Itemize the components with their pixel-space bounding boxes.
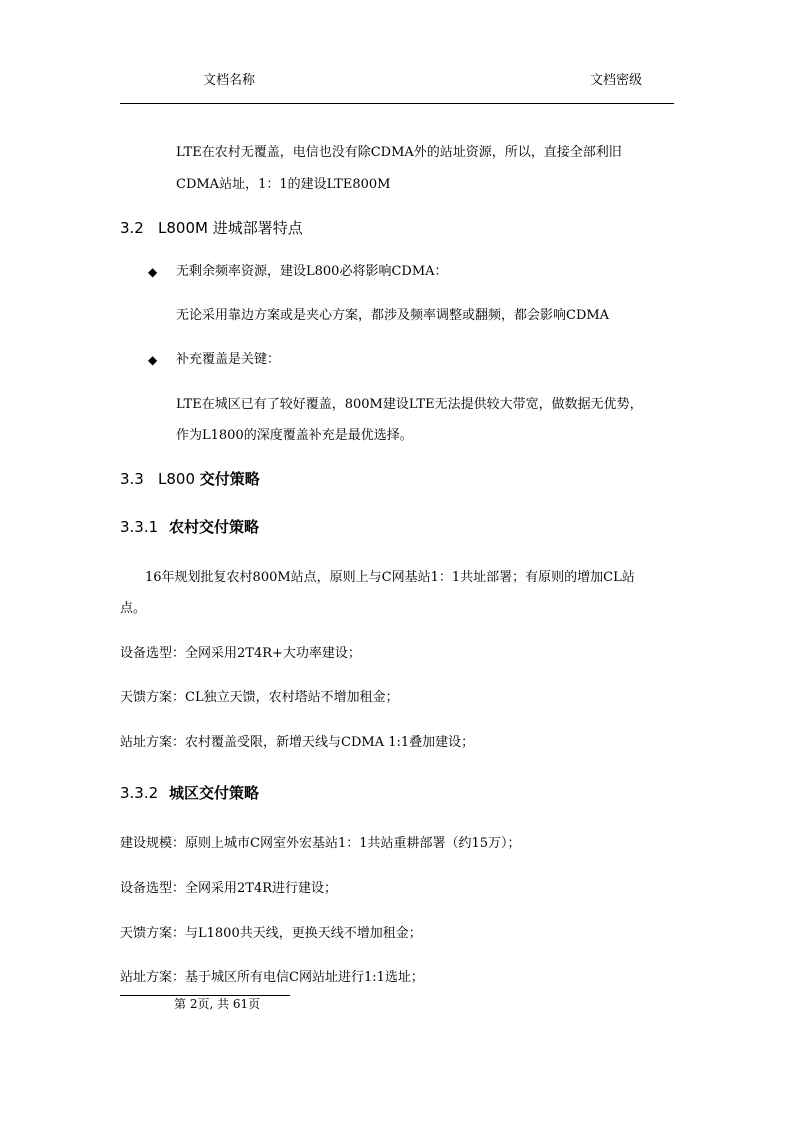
diamond-bullet-icon: ◆ xyxy=(148,265,158,279)
section-title: L800M 进城部署特点 xyxy=(158,219,303,237)
bullet-2-detail-line-1: LTE在城区已有了较好覆盖，800M建设LTE无法提供较大带宽，做数据无优势， xyxy=(176,397,643,412)
header-doc-name: 文档名称 xyxy=(203,73,256,88)
rural-paragraph-line-1: 16年规划批复农村800M站点，原则上与C网基站1：1共址部署；有原则的增加CL站 xyxy=(145,570,635,585)
section-title: 城区交付策略 xyxy=(169,784,260,802)
urban-scale: 建设规模：原则上城市C网室外宏基站1：1共站重耕部署（约15万）； xyxy=(120,836,521,851)
bullet-2-title: 补充覆盖是关键： xyxy=(176,352,281,367)
rural-site: 站址方案：农村覆盖受限，新增天线与CDMA 1:1叠加建设； xyxy=(120,735,475,750)
footer-rule xyxy=(120,995,290,996)
urban-equipment: 设备选型：全网采用2T4R进行建设； xyxy=(120,881,338,896)
section-3-3-heading xyxy=(120,470,260,488)
header-doc-security: 文档密级 xyxy=(590,73,643,88)
rural-equipment: 设备选型：全网采用2T4R+大功率建设； xyxy=(120,646,361,661)
urban-site: 站址方案：基于城区所有电信C网站址进行1:1选址； xyxy=(120,970,424,985)
section-3-3-2-heading xyxy=(120,784,259,802)
intro-line-1: LTE在农村无覆盖，电信也没有除CDMA外的站址资源，所以，直接全部利旧 xyxy=(176,145,622,160)
section-number: 3.3.1 xyxy=(120,518,159,536)
page-number: 第 2页, 共 61页 xyxy=(174,997,261,1011)
bullet-2-detail-line-2: 作为L1800的深度覆盖补充是最优选择。 xyxy=(176,428,413,443)
section-title-prefix: L800 xyxy=(158,470,200,488)
section-number: 3.3.2 xyxy=(120,784,159,802)
intro-line-2: CDMA站址，1：1的建设LTE800M xyxy=(176,177,391,192)
section-title: 农村交付策略 xyxy=(169,518,260,536)
rural-paragraph-line-2: 点。 xyxy=(120,601,147,616)
urban-antenna: 天馈方案：与L1800共天线，更换天线不增加租金； xyxy=(120,926,422,941)
bullet-1-title: 无剩余频率资源，建设L800必将影响CDMA： xyxy=(176,264,448,279)
section-3-2-heading xyxy=(120,219,303,237)
bullet-1-detail: 无论采用靠边方案或是夹心方案，都涉及频率调整或翻频，都会影响CDMA xyxy=(176,308,610,323)
rural-antenna: 天馈方案：CL独立天馈，农村塔站不增加租金； xyxy=(120,690,399,705)
section-number: 3.3 xyxy=(120,470,144,488)
header-rule xyxy=(120,103,674,104)
section-3-3-1-heading xyxy=(120,518,259,536)
diamond-bullet-icon: ◆ xyxy=(148,353,158,367)
section-title: 交付策略 xyxy=(199,470,260,488)
section-number: 3.2 xyxy=(120,219,144,237)
